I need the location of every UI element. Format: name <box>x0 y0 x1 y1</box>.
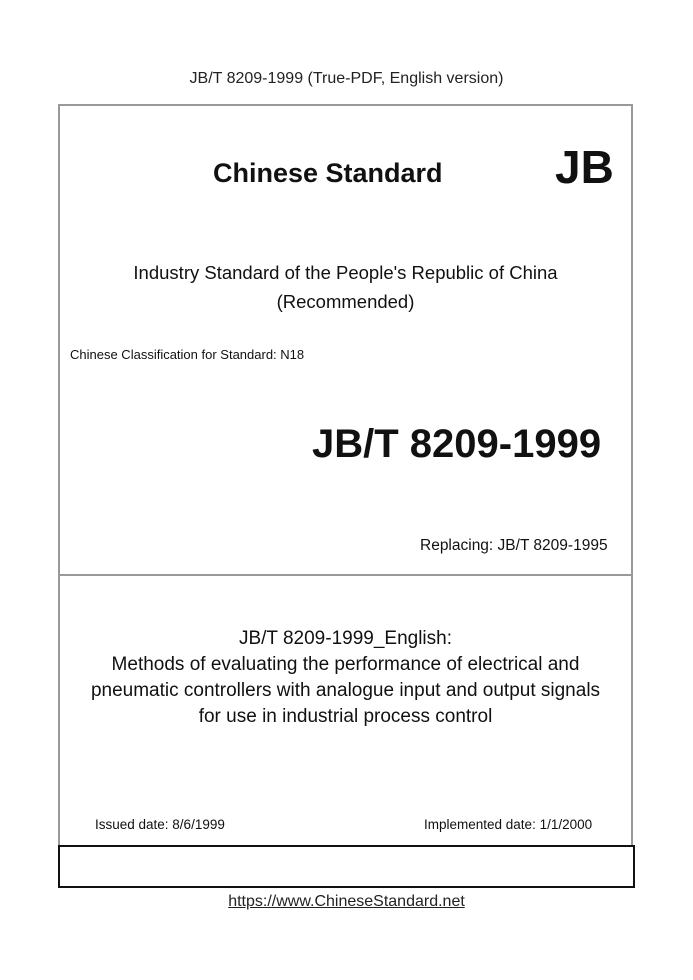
document-title-line-2: Methods of evaluating the performance of electrical and <box>111 654 580 675</box>
classification-label: Chinese Classification for Standard: N18 <box>70 347 305 362</box>
brand-code: JB <box>555 141 614 193</box>
document-title <box>58 626 633 730</box>
implemented-date: Implemented date: 1/1/2000 <box>424 817 593 832</box>
blank-footer-box <box>58 845 635 888</box>
website-link[interactable]: https://www.ChineseStandard.net <box>228 893 465 910</box>
document-title-line-1: JB/T 8209-1999_English: <box>238 628 453 649</box>
brand-title: Chinese Standard <box>213 158 443 188</box>
industry-line-2: (Recommended) <box>276 291 415 312</box>
industry-standard-heading <box>58 258 633 316</box>
standard-number: JB/T 8209-1999 <box>312 422 602 466</box>
document-title-line-4: for use in industrial process control <box>198 706 493 727</box>
industry-line-1: Industry Standard of the People's Republic of China <box>133 262 558 283</box>
issued-date: Issued date: 8/6/1999 <box>95 817 225 832</box>
replacing-label: Replacing: JB/T 8209-1995 <box>420 537 608 554</box>
document-title-line-3: pneumatic controllers with analogue input and output signals <box>90 680 601 701</box>
footer <box>0 893 693 911</box>
page-header: JB/T 8209-1999 (True-PDF, English version) <box>189 70 504 87</box>
